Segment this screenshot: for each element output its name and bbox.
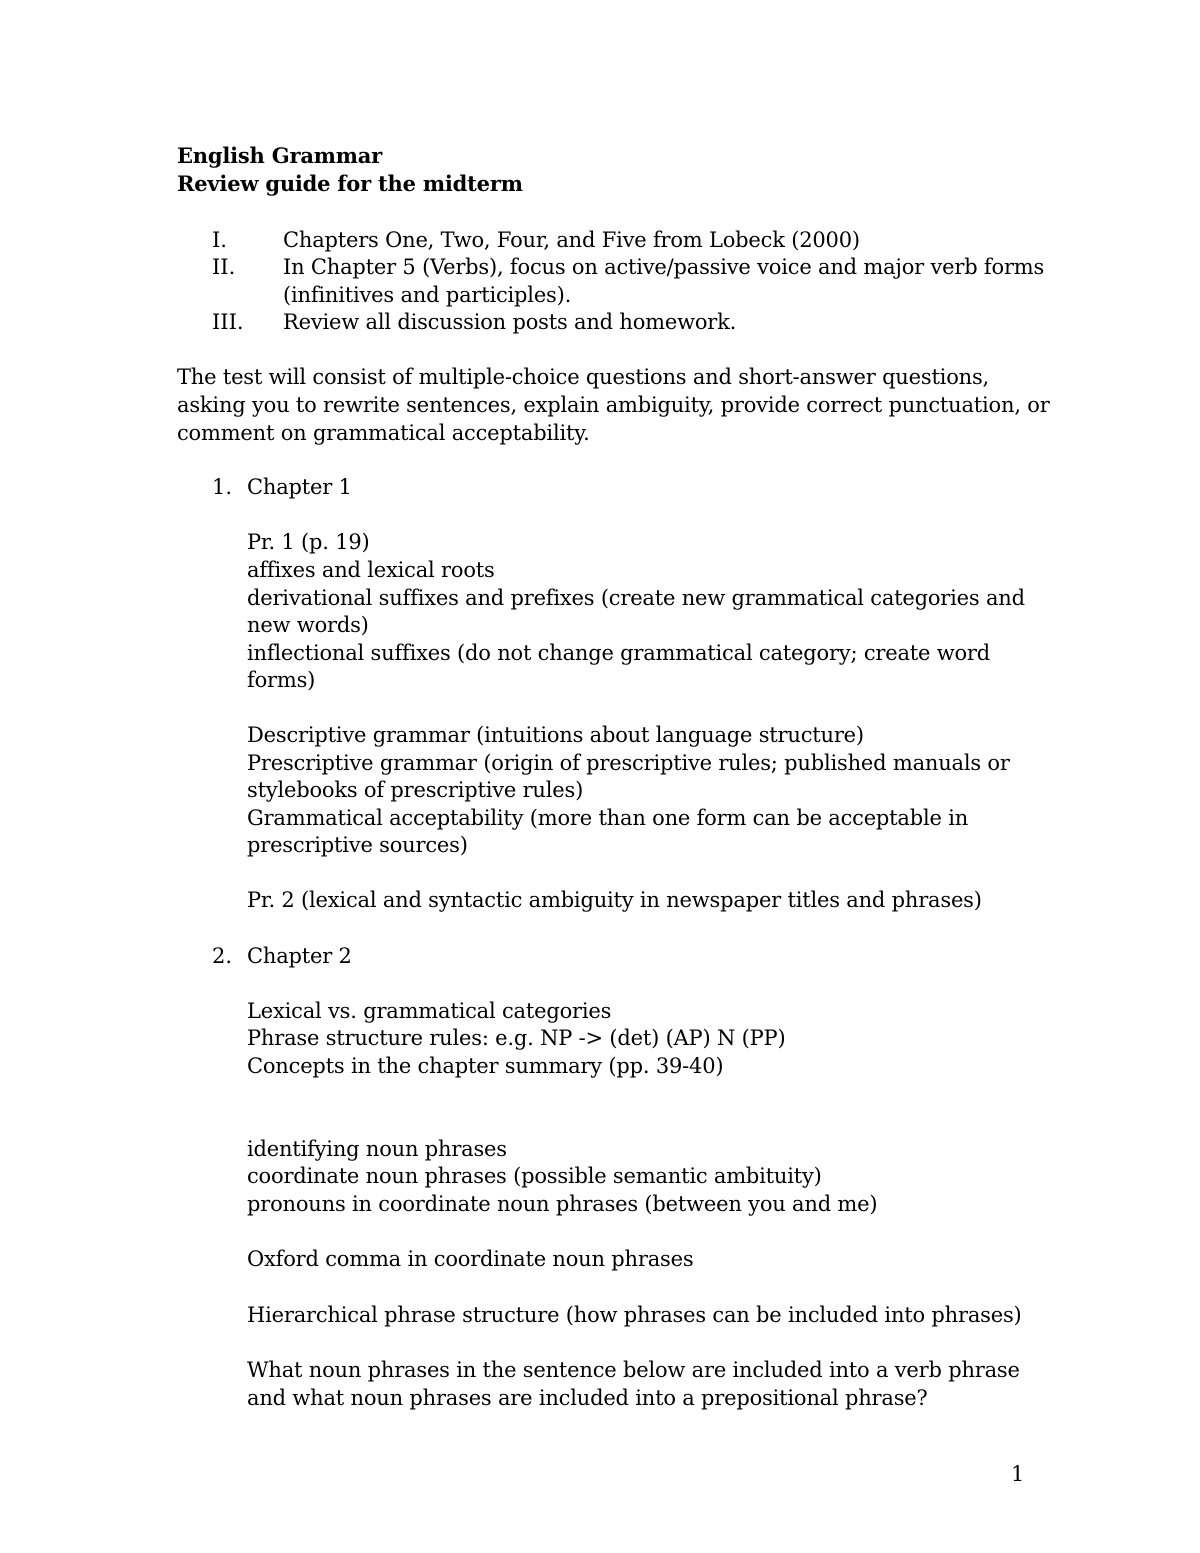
roman-item-text: Chapters One, Two, Four, and Five from Lobeck (2000) <box>283 228 860 252</box>
roman-numeral: II. <box>212 255 236 279</box>
topic-line: forms) <box>247 668 316 692</box>
topic-line: Hierarchical phrase structure (how phrases can be included into phrases) <box>247 1303 1022 1327</box>
document-subtitle: Review guide for the midterm <box>177 171 523 196</box>
topic-line: pronouns in coordinate noun phrases (between you and me) <box>247 1192 878 1216</box>
roman-numeral: I. <box>212 228 227 252</box>
chapter-heading: Chapter 2 <box>247 944 352 968</box>
topic-line: Concepts in the chapter summary (pp. 39-40) <box>247 1054 724 1078</box>
roman-numeral: III. <box>212 310 244 334</box>
topic-line: inflectional suffixes (do not change grammatical category; create word <box>247 641 991 665</box>
roman-item-text: (infinitives and participles). <box>283 283 572 307</box>
topic-line: Pr. 1 (p. 19) <box>247 530 370 554</box>
topic-line: Phrase structure rules: e.g. NP -> (det) (AP) N (PP) <box>247 1026 786 1050</box>
topic-line: Lexical vs. grammatical categories <box>247 999 612 1023</box>
page-number: 1 <box>1011 1462 1025 1486</box>
topic-line: prescriptive sources) <box>247 833 468 857</box>
topic-line: Descriptive grammar (intuitions about language structure) <box>247 723 864 747</box>
paragraph-line: The test will consist of multiple-choice questions and short-answer questions, <box>177 365 990 389</box>
topic-line: Grammatical acceptability (more than one form can be acceptable in <box>247 806 969 830</box>
document-title: English Grammar <box>177 143 383 168</box>
topic-line: What noun phrases in the sentence below are included into a verb phrase <box>247 1358 1020 1382</box>
topic-line: new words) <box>247 613 369 637</box>
paragraph-line: comment on grammatical acceptability. <box>177 421 590 445</box>
roman-item-text: In Chapter 5 (Verbs), focus on active/passive voice and major verb forms <box>283 255 1045 279</box>
topic-line: affixes and lexical roots <box>247 558 495 582</box>
list-number: 1. <box>212 475 233 499</box>
topic-line: derivational suffixes and prefixes (create new grammatical categories and <box>247 586 1025 610</box>
topic-line: Oxford comma in coordinate noun phrases <box>247 1247 694 1271</box>
topic-line: and what noun phrases are included into a prepositional phrase? <box>247 1386 928 1410</box>
topic-line: Prescriptive grammar (origin of prescriptive rules; published manuals or <box>247 751 1010 775</box>
topic-line: identifying noun phrases <box>247 1137 507 1161</box>
paragraph-line: asking you to rewrite sentences, explain ambiguity, provide correct punctuation, or <box>177 393 1050 417</box>
topic-line: Pr. 2 (lexical and syntactic ambiguity in newspaper titles and phrases) <box>247 888 982 912</box>
topic-line: coordinate noun phrases (possible semantic ambituity) <box>247 1164 822 1188</box>
chapter-heading: Chapter 1 <box>247 475 352 499</box>
topic-line: stylebooks of prescriptive rules) <box>247 778 584 802</box>
list-number: 2. <box>212 944 233 968</box>
roman-item-text: Review all discussion posts and homework. <box>283 310 737 334</box>
